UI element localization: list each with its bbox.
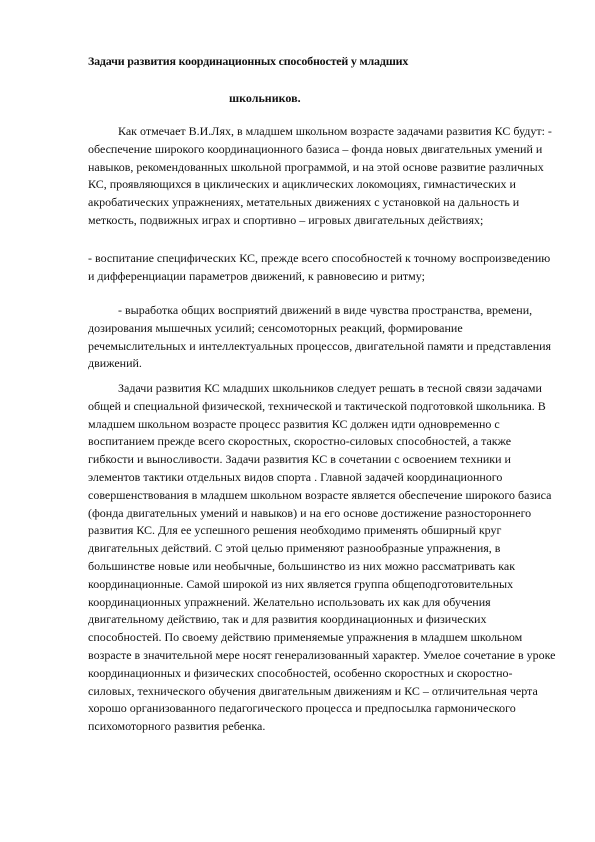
paragraph-main-tasks: Задачи развития КС младших школьников следует решать в тесной связи задачами общей и специальной физической, технической и тактической подготовкой школьника. В младшем школьном возрасте процесс развития КС должен идти одновременно с воспитанием прежде всего скоростных, скоростно-силовых способностей, а также гибкости и выносливости. Задачи развития КС в сочетании с освоением техники и элементов тактики отдельных видов спорта . Главной задачей координационного совершенствования в младшем школьном возрасте является обеспечение широкого базиса (фонда двигательных умений и навыков) и на его основе достижение разностороннего развития КС. Для ее успешного решения необходимо применять обширный круг двигательных действий. С этой целью применяют разнообразные упражнения, в большинстве новые или необычные, большинство из них можно рассматривать как координационные. Самой широкой из них является группа общеподготовительных координационных упражнений. Желательно использовать их как для обучения двигательному действию, так и для развития координационных и физических способностей. По своему действию применяемые упражнения в младшем школьном возрасте в значительной мере носят генерализованный характер. Умелое сочетание в уроке координационных и физических способностей, особенно скоростных и скоростно-силовых, технического обучения двигательным движениям и КС – отличительная черта хорошо организованного педагогического процесса и предпосылка гармонического психомоторного развития ребенка. [88, 381, 556, 734]
document-title-line-1: Задачи развития координационных способностей у младших [88, 54, 409, 68]
document-title-line-2: школьников. [229, 91, 301, 105]
paragraph-intro: Как отмечает В.И.Лях, в младшем школьном возрасте задачами развития КС будут: - обеспечение широкого координационного базиса – фонда новых двигательных умений и навыков, рекомендованных школьной программой, и на этой основе развитие различных КС, проявляющихся в циклических и ациклических локомоциях, гимнастических и акробатических упражнениях, метательных движениях с установкой на дальность и меткость, подвижных играх и спортивно – игровых двигательных действиях; [88, 124, 552, 227]
paragraph-general-perception: - выработка общих восприятий движений в виде чувства пространства, времени, дозирования мышечных усилий; сенсомоторных реакций, формирование речемыслительных и интеллектуальных процессов, двигательной памяти и представления движений. [88, 303, 552, 371]
paragraph-specific-ks: - воспитание специфических КС, прежде всего способностей к точному воспроизведению и дифференциации параметров движений, к равновесию и ритму; [88, 251, 551, 283]
